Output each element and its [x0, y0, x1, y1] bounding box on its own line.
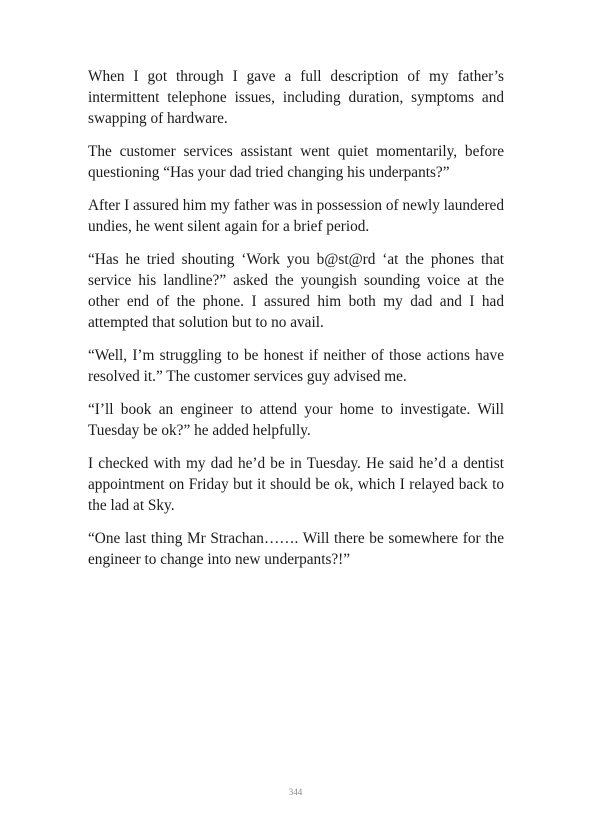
paragraph-2: The customer services assistant went quiet momentarily, before questioning “Has your dad tried changing his underpants?” [88, 143, 504, 181]
paragraph-4: “Has he tried shouting ‘Work you b@st@rd ‘at the phones that service his landline?” asked the youngish sounding voice at the other end of the phone. I assured him both my dad and I had attempted that solution but to no avail. [88, 251, 504, 331]
paragraph-3: After I assured him my father was in possession of newly laundered undies, he went silent again for a brief period. [88, 197, 504, 235]
paragraph-6: “I’ll book an engineer to attend your home to investigate. Will Tuesday be ok?” he added helpfully. [88, 401, 504, 439]
paragraph-7: I checked with my dad he’d be in Tuesday. He said he’d a dentist appointment on Friday but it should be ok, which I relayed back to the lad at Sky. [88, 455, 504, 514]
paragraph-5: “Well, I’m struggling to be honest if neither of those actions have resolved it.” The customer services guy advised me. [88, 347, 504, 385]
page-number: 344 [288, 787, 303, 797]
page-body-text [88, 66, 504, 582]
paragraph-8: “One last thing Mr Strachan……. Will there be somewhere for the engineer to change into new underpants?!” [88, 530, 504, 568]
paragraph-1: When I got through I gave a full description of my father’s intermittent telephone issues, including duration, symptoms and swapping of hardware. [88, 68, 504, 127]
